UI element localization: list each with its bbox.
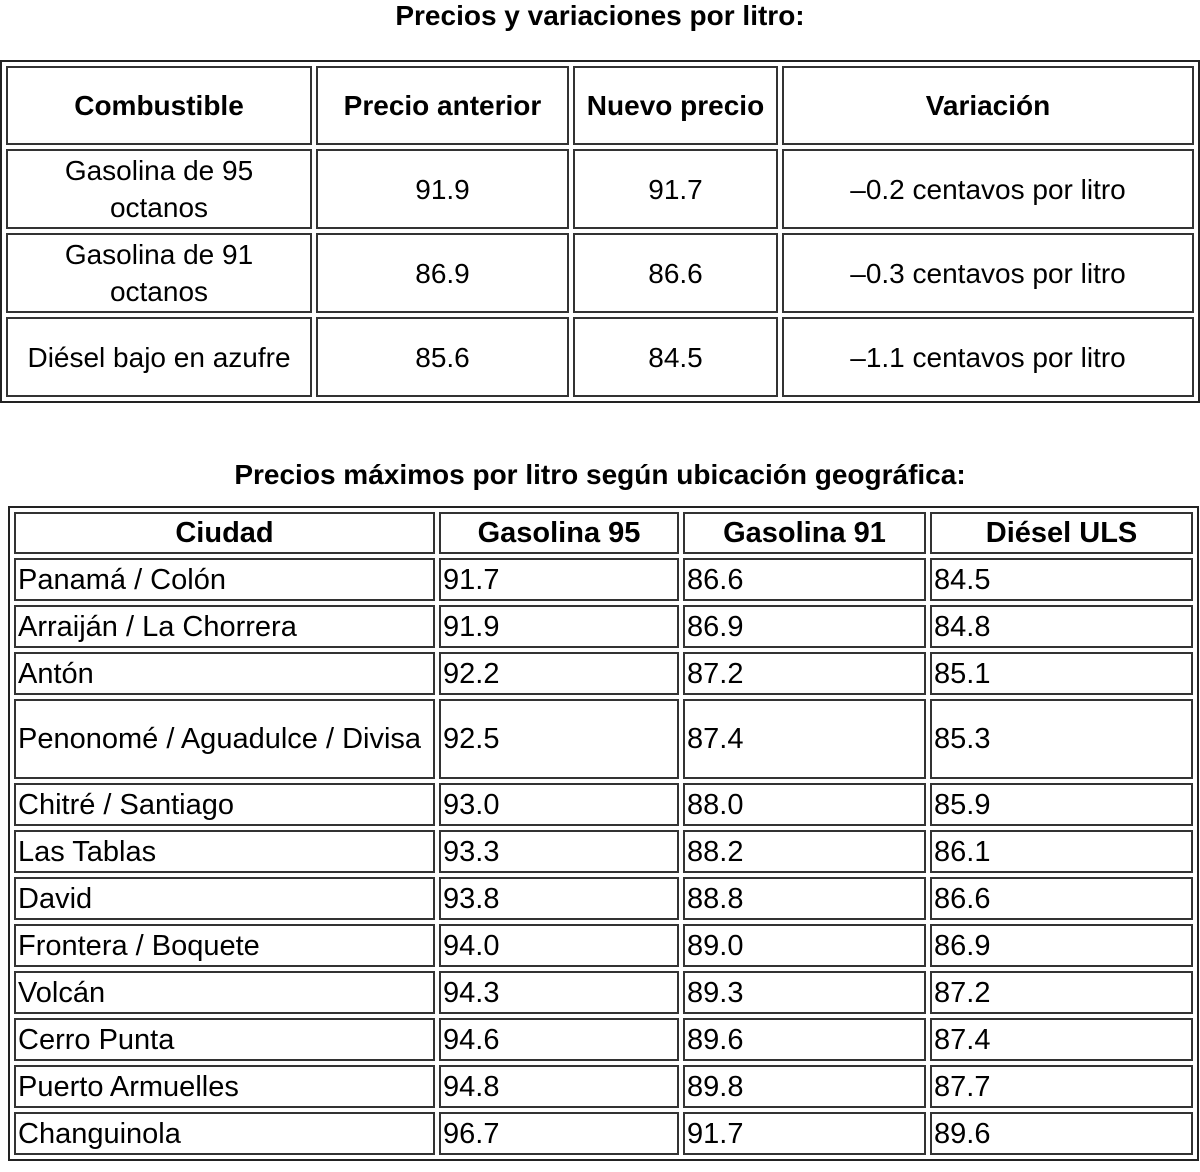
table-cell: 85.3: [930, 699, 1193, 779]
table-cell: Puerto Armuelles: [14, 1065, 435, 1108]
table-cell: –0.2 centavos por litro: [782, 149, 1194, 229]
table-cell: 93.8: [439, 877, 679, 920]
table1-title: Precios y variaciones por litro:: [395, 0, 805, 31]
header-gasolina-91: Gasolina 91: [683, 512, 926, 554]
table-cell: 84.5: [573, 317, 778, 397]
table-cell: Changuinola: [14, 1112, 435, 1155]
table-cell: 86.9: [930, 924, 1193, 967]
table-cell: 86.6: [930, 877, 1193, 920]
table-cell: 93.3: [439, 830, 679, 873]
header-combustible: Combustible: [6, 66, 312, 145]
table-cell: 91.7: [439, 558, 679, 601]
table-cell: 92.2: [439, 652, 679, 695]
table-row: [14, 605, 1193, 648]
table-cell: 85.6: [316, 317, 569, 397]
table-cell: Arraiján / La Chorrera: [14, 605, 435, 648]
table-row: [14, 1112, 1193, 1155]
table-cell: 85.1: [930, 652, 1193, 695]
table-cell: David: [14, 877, 435, 920]
table-cell: 84.5: [930, 558, 1193, 601]
table-cell: 89.6: [930, 1112, 1193, 1155]
table-cell: Penonomé / Aguadulce / Divisa: [14, 699, 435, 779]
table-header-row: [6, 66, 1194, 145]
table-cell: Las Tablas: [14, 830, 435, 873]
table-cell: 87.2: [930, 971, 1193, 1014]
table2-title: Precios máximos por litro según ubicación geográfica:: [234, 459, 966, 490]
header-gasolina-95: Gasolina 95: [439, 512, 679, 554]
table-row: [6, 317, 1194, 397]
table-row: [14, 1018, 1193, 1061]
table-cell: 87.4: [683, 699, 926, 779]
header-diesel-uls: Diésel ULS: [930, 512, 1193, 554]
table-cell: 86.6: [683, 558, 926, 601]
table-cell: Frontera / Boquete: [14, 924, 435, 967]
table-cell: 86.9: [683, 605, 926, 648]
table-cell: 86.1: [930, 830, 1193, 873]
table-row: [6, 233, 1194, 313]
table-row: [14, 830, 1193, 873]
table-cell: Volcán: [14, 971, 435, 1014]
table-cell: Panamá / Colón: [14, 558, 435, 601]
table-header-row: [14, 512, 1193, 554]
table-cell: –0.3 centavos por litro: [782, 233, 1194, 313]
table-row: [14, 783, 1193, 826]
header-precio-anterior: Precio anterior: [316, 66, 569, 145]
table-row: [14, 924, 1193, 967]
table-cell: 85.9: [930, 783, 1193, 826]
table-row: [14, 652, 1193, 695]
table-cell: Gasolina de 95 octanos: [6, 149, 312, 229]
table-cell: 88.2: [683, 830, 926, 873]
header-ciudad: Ciudad: [14, 512, 435, 554]
table-cell: 86.9: [316, 233, 569, 313]
table-cell: 94.8: [439, 1065, 679, 1108]
header-variacion: Variación: [782, 66, 1194, 145]
table-cell: 87.7: [930, 1065, 1193, 1108]
price-variation-table: [0, 60, 1200, 403]
city-prices-table: [8, 506, 1199, 1161]
table-row: [14, 877, 1193, 920]
header-nuevo-precio: Nuevo precio: [573, 66, 778, 145]
table-row: [14, 558, 1193, 601]
table-row: [14, 1065, 1193, 1108]
table-cell: 87.4: [930, 1018, 1193, 1061]
table-cell: Diésel bajo en azufre: [6, 317, 312, 397]
table-cell: 91.9: [439, 605, 679, 648]
table-cell: 89.8: [683, 1065, 926, 1108]
table-cell: 88.0: [683, 783, 926, 826]
table-cell: Cerro Punta: [14, 1018, 435, 1061]
table-cell: 94.6: [439, 1018, 679, 1061]
table-cell: 89.6: [683, 1018, 926, 1061]
table-cell: 94.0: [439, 924, 679, 967]
table-cell: 91.9: [316, 149, 569, 229]
table-row: [6, 149, 1194, 229]
table-cell: Gasolina de 91 octanos: [6, 233, 312, 313]
table-cell: 91.7: [683, 1112, 926, 1155]
table-cell: 93.0: [439, 783, 679, 826]
table-cell: 84.8: [930, 605, 1193, 648]
table-row: [14, 971, 1193, 1014]
table-cell: 86.6: [573, 233, 778, 313]
table-row: [14, 699, 1193, 779]
table-cell: Antón: [14, 652, 435, 695]
table-cell: 96.7: [439, 1112, 679, 1155]
table-cell: 89.3: [683, 971, 926, 1014]
table-cell: 94.3: [439, 971, 679, 1014]
table-cell: Chitré / Santiago: [14, 783, 435, 826]
table-cell: –1.1 centavos por litro: [782, 317, 1194, 397]
table-cell: 92.5: [439, 699, 679, 779]
table-cell: 89.0: [683, 924, 926, 967]
table-cell: 91.7: [573, 149, 778, 229]
table-cell: 87.2: [683, 652, 926, 695]
table-cell: 88.8: [683, 877, 926, 920]
